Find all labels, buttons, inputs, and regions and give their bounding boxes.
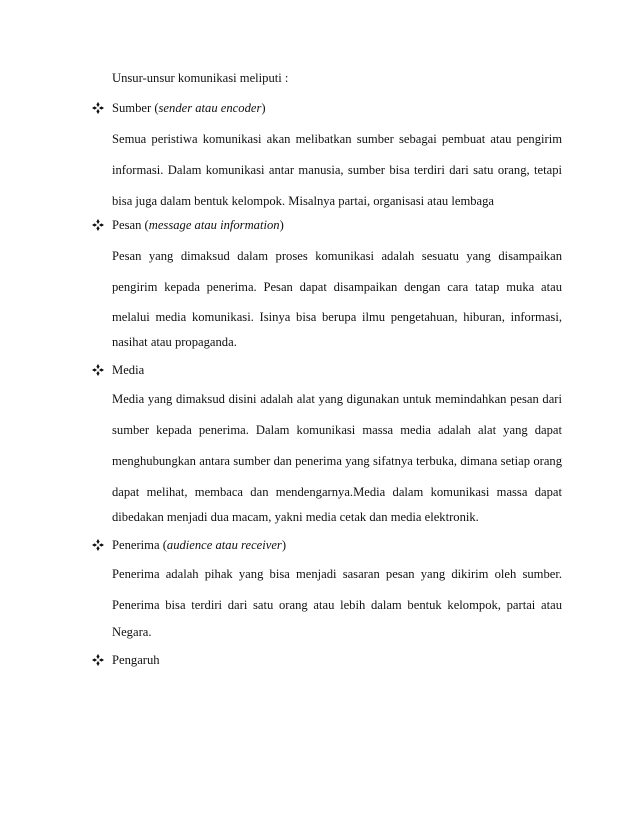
- paragraph-line: Media yang dimaksud disini adalah alat yang digunakan untuk memindahkan pesan dari: [112, 392, 562, 406]
- section-heading-pesan: Pesan (message atau information): [112, 218, 284, 232]
- paragraph-line: informasi. Dalam komunikasi antar manusia, sumber bisa terdiri dari satu orang, tetapi: [112, 163, 562, 177]
- paragraph-line: Penerima bisa terdiri dari satu orang atau lebih dalam bentuk kelompok, partai atau: [112, 598, 562, 612]
- diamond-bullet-icon: [92, 217, 106, 231]
- paragraph-line: nasihat atau propaganda.: [112, 335, 237, 349]
- paragraph-line: sumber kepada penerima. Dalam komunikasi massa media adalah alat yang dapat: [112, 423, 562, 437]
- diamond-bullet-icon: [92, 362, 106, 376]
- section-heading-sumber: Sumber (sender atau encoder): [112, 101, 266, 115]
- paragraph-line: melalui media komunikasi. Isinya bisa berupa ilmu pengetahuan, hiburan, informasi,: [112, 310, 562, 324]
- paragraph-line: Semua peristiwa komunikasi akan melibatkan sumber sebagai pembuat atau pengirim: [112, 132, 562, 146]
- diamond-bullet-icon: [92, 537, 106, 551]
- diamond-bullet-icon: [92, 652, 106, 666]
- paragraph-line: Penerima adalah pihak yang bisa menjadi sasaran pesan yang dikirim oleh sumber.: [112, 567, 562, 581]
- section-heading-pengaruh: Pengaruh: [112, 653, 160, 667]
- paragraph-line: Pesan yang dimaksud dalam proses komunikasi adalah sesuatu yang disampaikan: [112, 249, 562, 263]
- section-heading-media: Media: [112, 363, 145, 377]
- intro-line: Unsur-unsur komunikasi meliputi :: [112, 71, 289, 85]
- section-heading-penerima: Penerima (audience atau receiver): [112, 538, 287, 552]
- paragraph-line: pengirim kepada penerima. Pesan dapat disampaikan dengan cara tatap muka atau: [112, 280, 562, 294]
- paragraph-line: dapat melihat, membaca dan mendengarnya.Media dalam komunikasi massa dapat: [112, 485, 562, 499]
- diamond-bullet-icon: [92, 100, 106, 114]
- paragraph-line: bisa juga dalam bentuk kelompok. Misalnya partai, organisasi atau lembaga: [112, 194, 495, 208]
- paragraph-line: menghubungkan antara sumber dan penerima yang sifatnya terbuka, dimana setiap orang: [112, 454, 562, 468]
- paragraph-line: dibedakan menjadi dua macam, yakni media cetak dan media elektronik.: [112, 510, 479, 524]
- paragraph-line: Negara.: [112, 625, 152, 639]
